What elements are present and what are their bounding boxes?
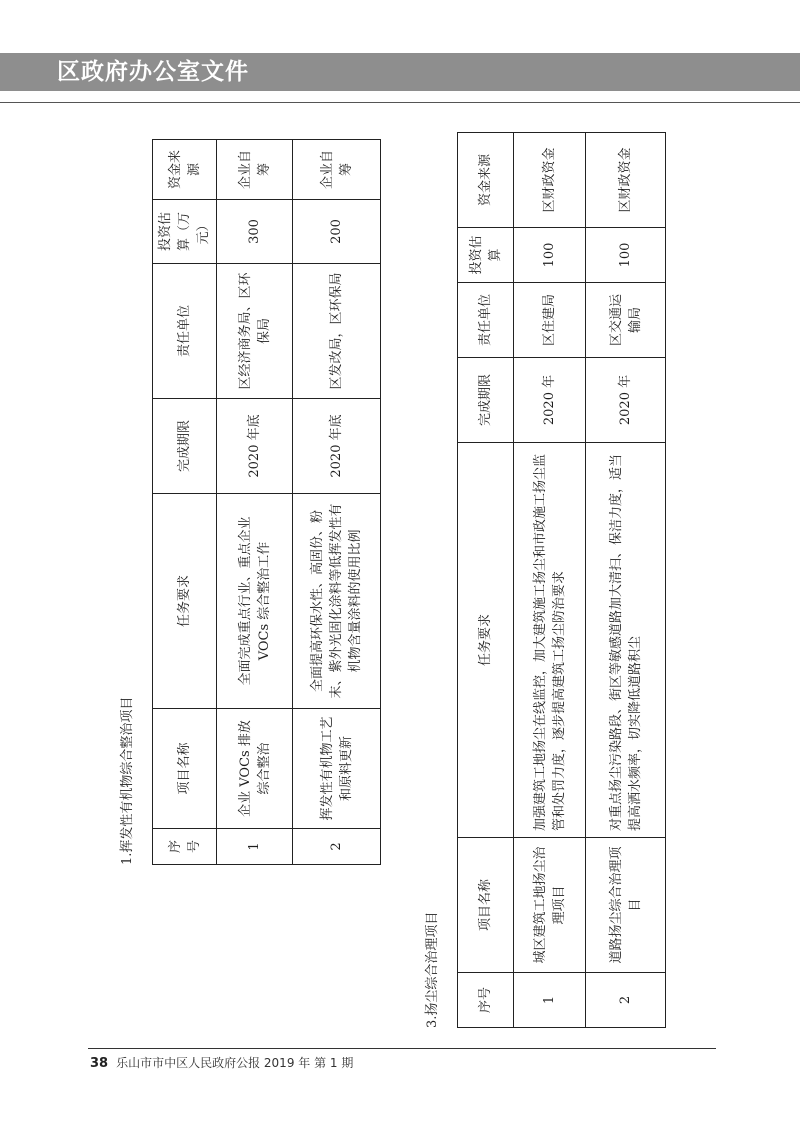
table1-cell-task: 全面完成重点行业、重点企业 VOCs 综合整治工作 — [217, 494, 293, 709]
table2-header-fund: 资金来源 — [458, 133, 514, 228]
table2-header-invest: 投资估算 — [458, 228, 514, 283]
table1-header-row — [153, 140, 217, 865]
table1-caption: 1.挥发性有机物综合整治项目 — [120, 696, 135, 865]
table2-cell-deadline: 2020 年 — [586, 358, 666, 443]
table1-header-invest: 投资估算（万元） — [153, 200, 217, 264]
table1-cell-invest: 300 — [217, 200, 293, 264]
table1 — [152, 139, 381, 865]
publication-title: 乐山市市中区人民政府公报 2019 年 第 1 期 — [116, 1056, 354, 1070]
table1-cell-deadline: 2020 年底 — [293, 399, 381, 494]
table1-cell-no: 2 — [293, 829, 381, 865]
table2-cell-fund: 区财政资金 — [514, 133, 586, 228]
table1-header-name: 项目名称 — [153, 709, 217, 829]
table2-cell-invest: 100 — [514, 228, 586, 283]
header-divider — [0, 102, 800, 103]
table2-header-task: 任务要求 — [458, 443, 514, 838]
table1-cell-fund: 企业自筹 — [293, 140, 381, 200]
table2-cell-no: 1 — [514, 973, 586, 1028]
table2-cell-no: 2 — [586, 973, 666, 1028]
table2-cell-name: 道路扬尘综合治理项目 — [586, 838, 666, 973]
page-header-title: 区政府办公室文件 — [57, 59, 249, 85]
table2-cell-unit: 区住建局 — [514, 283, 586, 358]
table2-cell-task: 对重点扬尘污染路段、街区等敏感道路加大清扫、保洁力度，适当提高洒水频率，切实降低道路积尘 — [586, 443, 666, 838]
table1-header-unit: 责任单位 — [153, 264, 217, 399]
table1-cell-fund: 企业自筹 — [217, 140, 293, 200]
table1-cell-invest: 200 — [293, 200, 381, 264]
table-row — [217, 140, 293, 865]
table2-cell-invest: 100 — [586, 228, 666, 283]
table2-header-no: 序号 — [458, 973, 514, 1028]
table1-cell-deadline: 2020 年底 — [217, 399, 293, 494]
table2-cell-task: 加强建筑工地扬尘在线监控，加大建筑施工扬尘和市政施工扬尘监管和处罚力度，逐步提高建筑工扬尘防治要求 — [514, 443, 586, 838]
table2-cell-deadline: 2020 年 — [514, 358, 586, 443]
table1-cell-task: 全面提高环保水性、高固份、粉末、紫外光固化涂料等低挥发性有机物含量涂料的使用比例 — [293, 494, 381, 709]
table2-header-name: 项目名称 — [458, 838, 514, 973]
table1-block — [120, 140, 380, 865]
table1-cell-unit: 区经济商务局、区环保局 — [217, 264, 293, 399]
table1-header-task: 任务要求 — [153, 494, 217, 709]
table1-cell-unit: 区发改局，区环保局 — [293, 264, 381, 399]
page-number: 38 — [90, 1056, 109, 1071]
table2 — [457, 132, 666, 1028]
page-footer — [90, 1054, 353, 1071]
table1-cell-no: 1 — [217, 829, 293, 865]
table1-cell-name: 企业 VOCs 排放综合整治 — [217, 709, 293, 829]
table2-block — [425, 133, 665, 1028]
table-row — [586, 133, 666, 1028]
table2-cell-name: 城区建筑工地扬尘治理项目 — [514, 838, 586, 973]
table2-cell-unit: 区交通运输局 — [586, 283, 666, 358]
table2-caption: 3.扬尘综合治理项目 — [425, 911, 440, 1028]
table2-header-unit: 责任单位 — [458, 283, 514, 358]
table2-cell-fund: 区财政资金 — [586, 133, 666, 228]
table2-header-row — [458, 133, 514, 1028]
table1-header-deadline: 完成期限 — [153, 399, 217, 494]
table2-header-deadline: 完成期限 — [458, 358, 514, 443]
table1-header-no: 序号 — [153, 829, 217, 865]
table-row — [293, 140, 381, 865]
footer-divider — [88, 1048, 716, 1049]
table1-header-fund: 资金来源 — [153, 140, 217, 200]
table-row — [514, 133, 586, 1028]
table1-cell-name: 挥发性有机物工艺和原料更新 — [293, 709, 381, 829]
